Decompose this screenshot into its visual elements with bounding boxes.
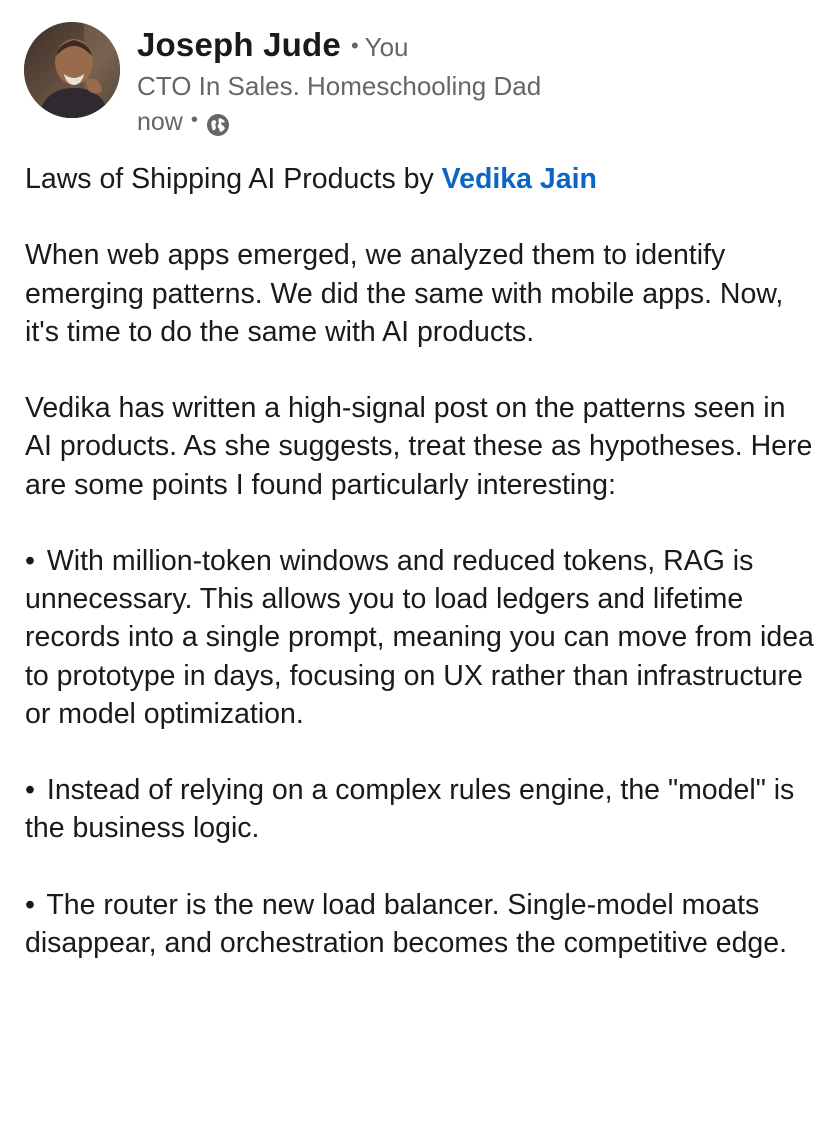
bullet-text: With million-token windows and reduced tokens, RAG is unnecessary. This allows you to load ledgers and lifetime records into a single prompt, meaning you can move from idea to prototype in days, focusing on UX rather than infrastructure or model optimization. <box>25 544 814 730</box>
author-name-line <box>137 22 541 68</box>
bullet-item <box>25 542 815 733</box>
name-separator: • <box>350 33 359 58</box>
bullet-item <box>25 886 815 962</box>
post-timestamp-line <box>137 104 541 140</box>
author-meta <box>137 22 541 140</box>
bullet-text: The router is the new load balancer. Single-model moats disappear, and orchestration becomes the competitive edge. <box>25 888 788 959</box>
post-header <box>24 22 804 134</box>
post-body <box>25 160 815 1000</box>
bullet-marker: • <box>25 544 35 577</box>
post-paragraph: Vedika has written a high-signal post on the patterns seen in AI products. As she suggests, treat these as hypotheses. Here are some points I found particularly interesting: <box>25 392 813 501</box>
post-title: Laws of Shipping AI Products by <box>25 163 442 195</box>
globe-icon <box>206 111 230 135</box>
author-name[interactable]: Joseph Jude <box>137 26 341 63</box>
author-headline: CTO In Sales. Homeschooling Dad <box>137 71 542 101</box>
post-timestamp: now <box>137 108 183 136</box>
connection-degree: You <box>364 32 409 62</box>
avatar-photo-icon <box>24 22 120 118</box>
timestamp-separator: • <box>190 109 198 131</box>
post-title-line <box>25 160 815 198</box>
avatar[interactable] <box>24 22 120 118</box>
mention-link[interactable]: Vedika Jain <box>441 163 597 195</box>
bullet-marker: • <box>25 888 35 921</box>
bullet-text: Instead of relying on a complex rules engine, the "model" is the business logic. <box>25 774 795 845</box>
post-paragraph: When web apps emerged, we analyzed them to identify emerging patterns. We did the same with mobile apps. Now, it's time to do the same with AI products. <box>25 239 784 348</box>
bullet-item <box>25 771 815 847</box>
bullet-marker: • <box>25 774 35 807</box>
